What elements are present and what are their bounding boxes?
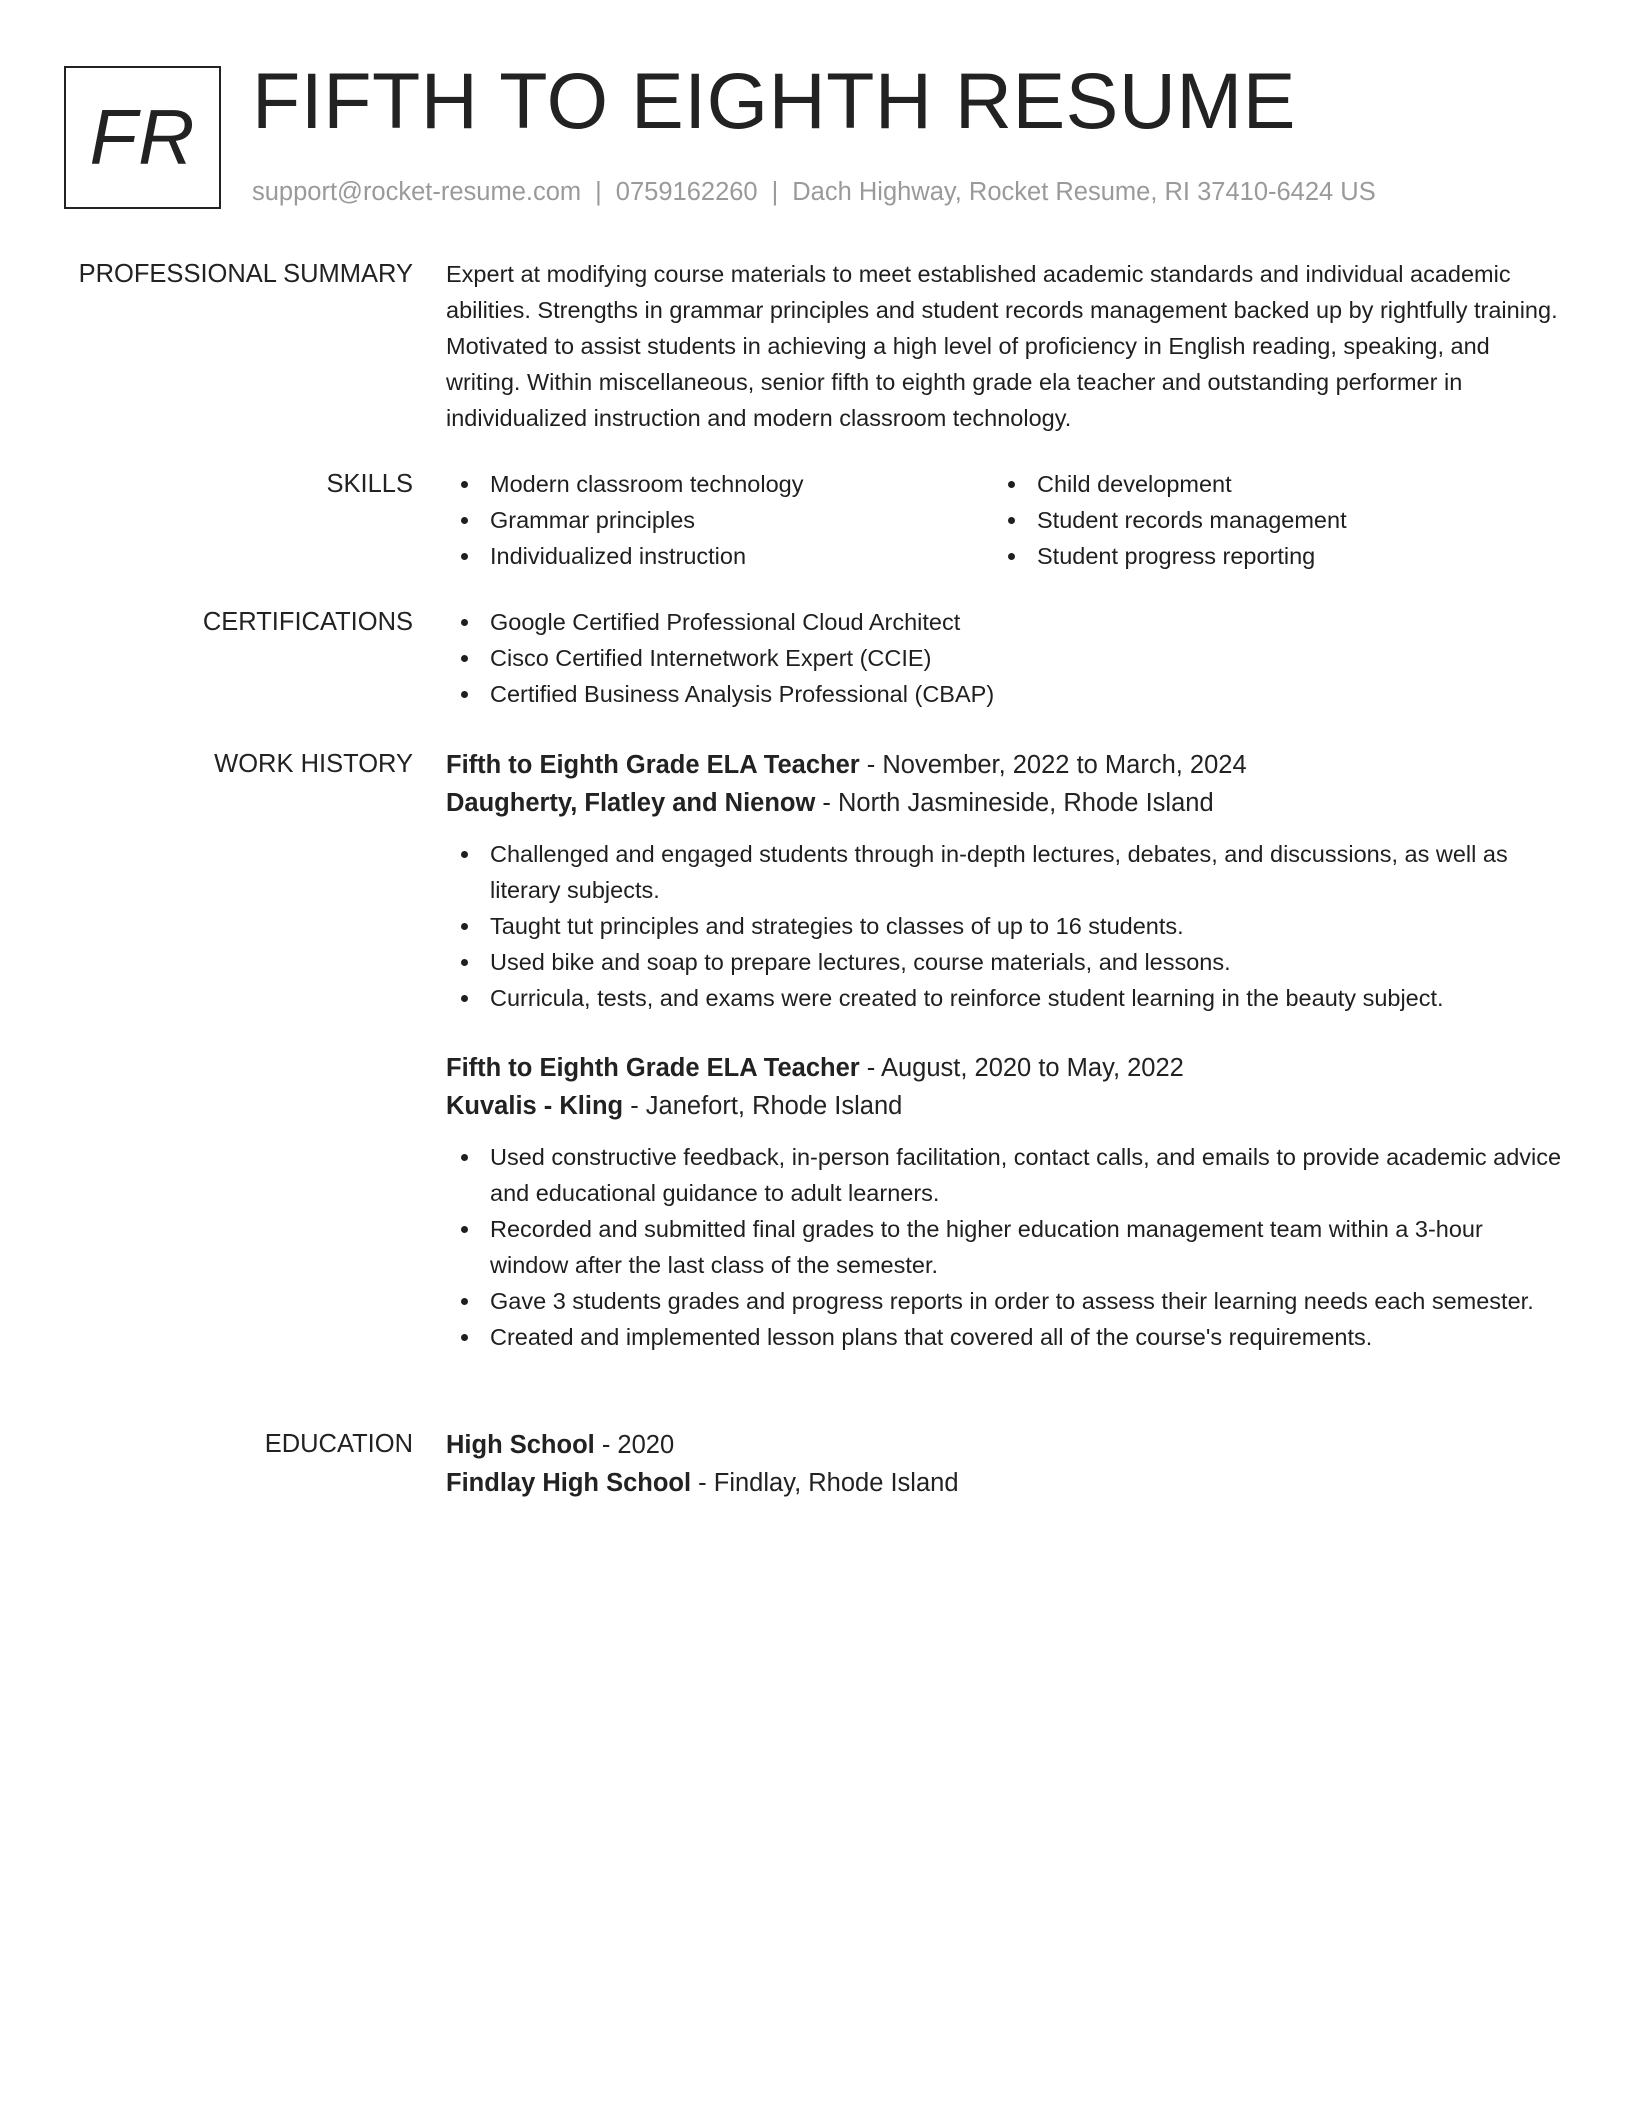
education-school: Findlay High School xyxy=(446,1469,692,1497)
skills-list-right xyxy=(993,466,1540,574)
education-year: - 2020 xyxy=(594,1431,675,1459)
job-location: - North Jasmineside, Rhode Island xyxy=(815,789,1214,817)
certifications-list xyxy=(446,604,1562,712)
skill-item: Student records management xyxy=(993,502,1540,538)
job-entry xyxy=(446,746,1562,1016)
education-degree-line xyxy=(446,1426,1562,1464)
job-company-line xyxy=(446,1087,1562,1125)
contact-separator: | xyxy=(595,178,602,206)
job-title-line xyxy=(446,1049,1562,1087)
job-duty-item: Gave 3 students grades and progress reports in order to assess their learning needs each semester. xyxy=(446,1283,1562,1319)
job-title-line xyxy=(446,746,1562,784)
job-company: Daugherty, Flatley and Nienow xyxy=(446,789,816,817)
job-duty-item: Challenged and engaged students through in-depth lectures, debates, and discussions, as well as literary subjects. xyxy=(446,836,1562,908)
section-label-education: EDUCATION xyxy=(264,1430,413,1458)
address: Dach Highway, Rocket Resume, RI 37410-6424 US xyxy=(792,178,1376,206)
job-title: Fifth to Eighth Grade ELA Teacher xyxy=(446,751,860,779)
skill-item: Modern classroom technology xyxy=(446,466,993,502)
skill-item: Individualized instruction xyxy=(446,538,993,574)
section-label-summary: PROFESSIONAL SUMMARY xyxy=(78,260,413,288)
job-title: Fifth to Eighth Grade ELA Teacher xyxy=(446,1054,860,1082)
section-label-work-history: WORK HISTORY xyxy=(214,750,413,778)
job-duty-item: Used constructive feedback, in-person facilitation, contact calls, and emails to provide academic advice and educational guidance to adult learners. xyxy=(446,1139,1562,1211)
email-link[interactable]: support@rocket-resume.com xyxy=(252,178,582,206)
job-location: - Janefort, Rhode Island xyxy=(623,1092,903,1120)
contact-line xyxy=(252,174,1376,210)
education-degree: High School xyxy=(446,1431,595,1459)
job-duties-list xyxy=(446,1139,1562,1355)
job-company-line xyxy=(446,784,1562,822)
job-dates: - August, 2020 to May, 2022 xyxy=(859,1054,1184,1082)
job-duty-item: Curricula, tests, and exams were created to reinforce student learning in the beauty subject. xyxy=(446,980,1562,1016)
education-school-line xyxy=(446,1464,1562,1502)
job-duty-item: Used bike and soap to prepare lectures, course materials, and lessons. xyxy=(446,944,1562,980)
certification-item: Cisco Certified Internetwork Expert (CCIE) xyxy=(446,640,1562,676)
section-label-certifications: CERTIFICATIONS xyxy=(202,608,413,636)
certification-item: Certified Business Analysis Professional (CBAP) xyxy=(446,676,1562,712)
skill-item: Child development xyxy=(993,466,1540,502)
job-duties-list xyxy=(446,836,1562,1016)
certification-item: Google Certified Professional Cloud Architect xyxy=(446,604,1562,640)
job-duty-item: Created and implemented lesson plans that covered all of the course's requirements. xyxy=(446,1319,1562,1355)
education-location: - Findlay, Rhode Island xyxy=(691,1469,959,1497)
contact-separator: | xyxy=(771,178,779,206)
skill-item: Student progress reporting xyxy=(993,538,1540,574)
skill-item: Grammar principles xyxy=(446,502,993,538)
summary-text: Expert at modifying course materials to meet established academic standards and individual academic abilities. Strengths in grammar principles and student records management backed up by rightfully training. Motivated to assist students in achieving a high level of proficiency in English reading, speaking, and writing. Within miscellaneous, senior fifth to eighth grade ela teacher and outstanding performer in individualized instruction and modern classroom technology. xyxy=(446,261,1558,431)
job-dates: - November, 2022 to March, 2024 xyxy=(859,751,1247,779)
job-company: Kuvalis - Kling xyxy=(446,1092,624,1120)
job-duty-item: Taught tut principles and strategies to classes of up to 16 students. xyxy=(446,908,1562,944)
resume-title: FIFTH TO EIGHTH RESUME xyxy=(252,56,1296,145)
skills-list-left xyxy=(446,466,993,574)
job-entry xyxy=(446,1049,1562,1355)
section-label-skills: SKILLS xyxy=(326,470,413,498)
phone-number: 0759162260 xyxy=(615,178,758,206)
job-duty-item: Recorded and submitted final grades to the higher education management team within a 3-hour window after the last class of the semester. xyxy=(446,1211,1562,1283)
monogram-logo: FR xyxy=(64,66,221,209)
